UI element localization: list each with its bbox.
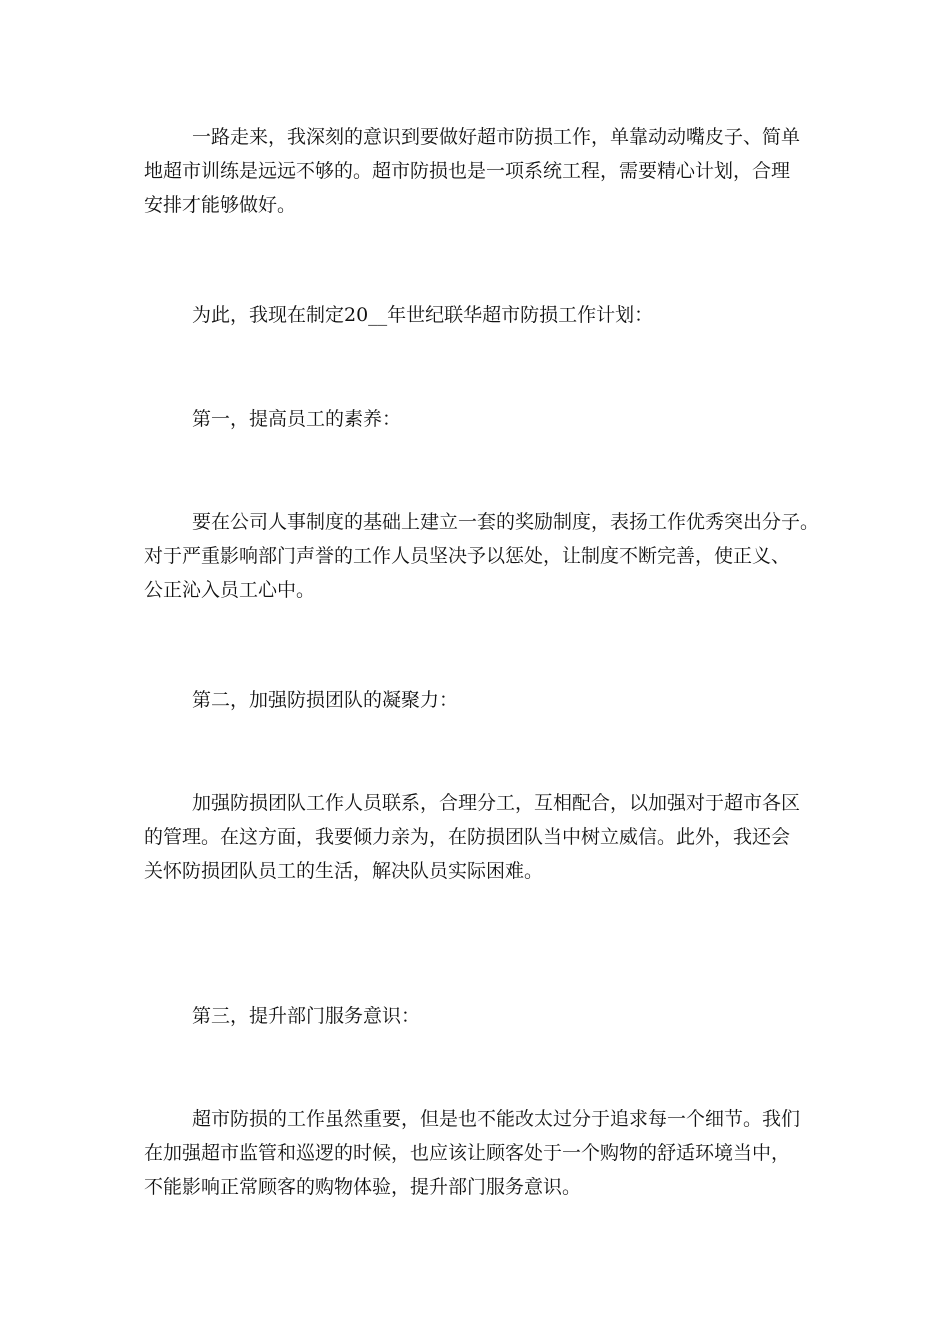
text-line: 关怀防损团队员工的生活，解决队员实际困难。 (144, 860, 544, 882)
paragraph-second-point-body (144, 786, 824, 888)
text-line: 对于严重影响部门声誉的工作人员坚决予以惩处，让制度不断完善，使正义、 (144, 545, 791, 567)
paragraph-intro (144, 120, 824, 222)
text-line: 第三，提升部门服务意识： (192, 1005, 421, 1027)
heading-third-point (144, 999, 824, 1033)
heading-second-point (144, 683, 824, 717)
paragraph-first-point-body (144, 505, 824, 607)
text-line: 安排才能够做好。 (144, 194, 297, 216)
paragraph-third-point-body (144, 1102, 824, 1204)
text-line: 为此，我现在制定20__年世纪联华超市防损工作计划： (192, 304, 654, 326)
paragraph-plan-statement (144, 298, 824, 332)
text-line: 的管理。在这方面，我要倾力亲为，在防损团队当中树立威信。此外，我还会 (144, 826, 791, 848)
text-line: 加强防损团队工作人员联系，合理分工，互相配合，以加强对于超市各区 (192, 792, 801, 814)
text-line: 在加强超市监管和巡逻的时候，也应该让顾客处于一个购物的舒适环境当中， (144, 1142, 791, 1164)
text-line: 第二，加强防损团队的凝聚力： (192, 689, 459, 711)
text-line: 地超市训练是远远不够的。超市防损也是一项系统工程，需要精心计划，合理 (144, 160, 791, 182)
text-line: 要在公司人事制度的基础上建立一套的奖励制度，表扬工作优秀突出分子。 (192, 511, 820, 533)
text-line: 公正沁入员工心中。 (144, 579, 316, 601)
text-line: 超市防损的工作虽然重要，但是也不能改太过分于追求每一个细节。我们 (192, 1108, 801, 1130)
text-line: 第一，提高员工的素养： (192, 408, 402, 430)
text-line: 不能影响正常顾客的购物体验，提升部门服务意识。 (144, 1176, 582, 1198)
heading-first-point (144, 402, 824, 436)
text-line: 一路走来，我深刻的意识到要做好超市防损工作，单靠动动嘴皮子、简单 (192, 126, 801, 148)
